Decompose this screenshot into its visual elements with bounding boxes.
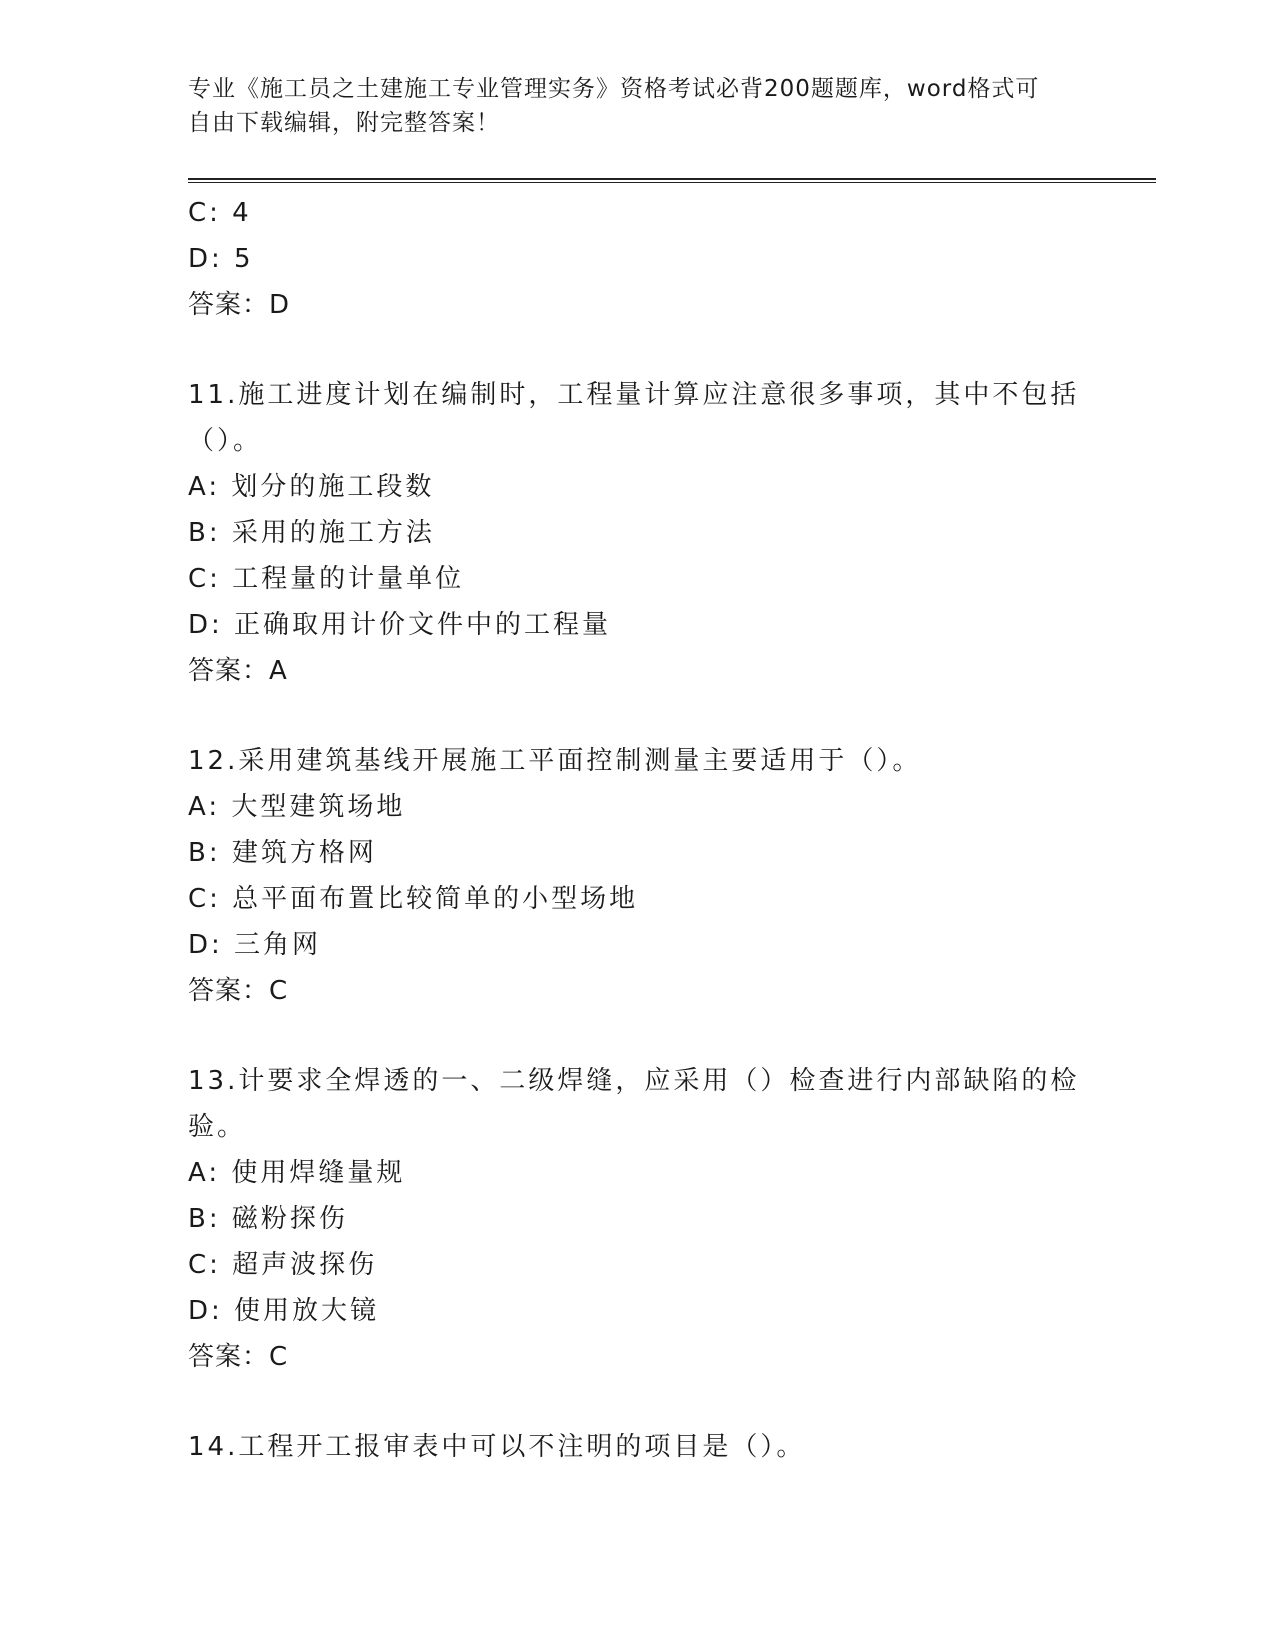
answer: 答案：C <box>188 1342 289 1372</box>
spacer <box>188 1380 1088 1424</box>
option-d: D: 使用放大镜 <box>188 1296 380 1326</box>
option-c: C: 4 <box>188 198 252 228</box>
option-b: B: 磁粉探伤 <box>188 1204 348 1234</box>
option-d: D: 正确取用计价文件中的工程量 <box>188 610 612 640</box>
option-c: C: 工程量的计量单位 <box>188 564 465 594</box>
question-text: 12.采用建筑基线开展施工平面控制测量主要适用于（）。 <box>188 746 922 776</box>
header-title-line-1: 专业《施工员之土建施工专业管理实务》资格考试必背200题题库，word格式可 <box>188 76 1040 102</box>
option-b: B: 采用的施工方法 <box>188 518 435 548</box>
question-13 <box>188 1058 1088 1380</box>
option-a: A: 大型建筑场地 <box>188 792 406 822</box>
question-14 <box>188 1424 1088 1470</box>
header-title-line-2: 自由下载编辑，附完整答案！ <box>188 110 500 136</box>
option-c: C: 总平面布置比较简单的小型场地 <box>188 884 639 914</box>
option-b: B: 建筑方格网 <box>188 838 377 868</box>
question-text: 13.计要求全焊透的一、二级焊缝，应采用（）检查进行内部缺陷的检 <box>188 1066 1080 1096</box>
option-a: A: 使用焊缝量规 <box>188 1158 406 1188</box>
answer: 答案：A <box>188 656 288 686</box>
option-d: D: 5 <box>188 244 254 274</box>
option-d: D: 三角网 <box>188 930 322 960</box>
spacer <box>188 694 1088 738</box>
answer: 答案：C <box>188 976 289 1006</box>
question-text-continued: （）。 <box>188 426 263 456</box>
question-11 <box>188 372 1088 694</box>
option-c: C: 超声波探伤 <box>188 1250 378 1280</box>
answer: 答案：D <box>188 290 291 320</box>
question-12 <box>188 738 1088 1014</box>
option-a: A: 划分的施工段数 <box>188 472 435 502</box>
question-text: 11.施工进度计划在编制时，工程量计算应注意很多事项，其中不包括 <box>188 380 1080 410</box>
question-list <box>188 190 1088 1470</box>
spacer <box>188 328 1088 372</box>
question-text-continued: 验。 <box>188 1112 247 1142</box>
previous-question-tail <box>188 190 1088 328</box>
question-text: 14.工程开工报审表中可以不注明的项目是（）。 <box>188 1432 806 1462</box>
spacer <box>188 1014 1088 1058</box>
header-divider <box>188 178 1156 183</box>
page-header <box>188 72 1088 140</box>
